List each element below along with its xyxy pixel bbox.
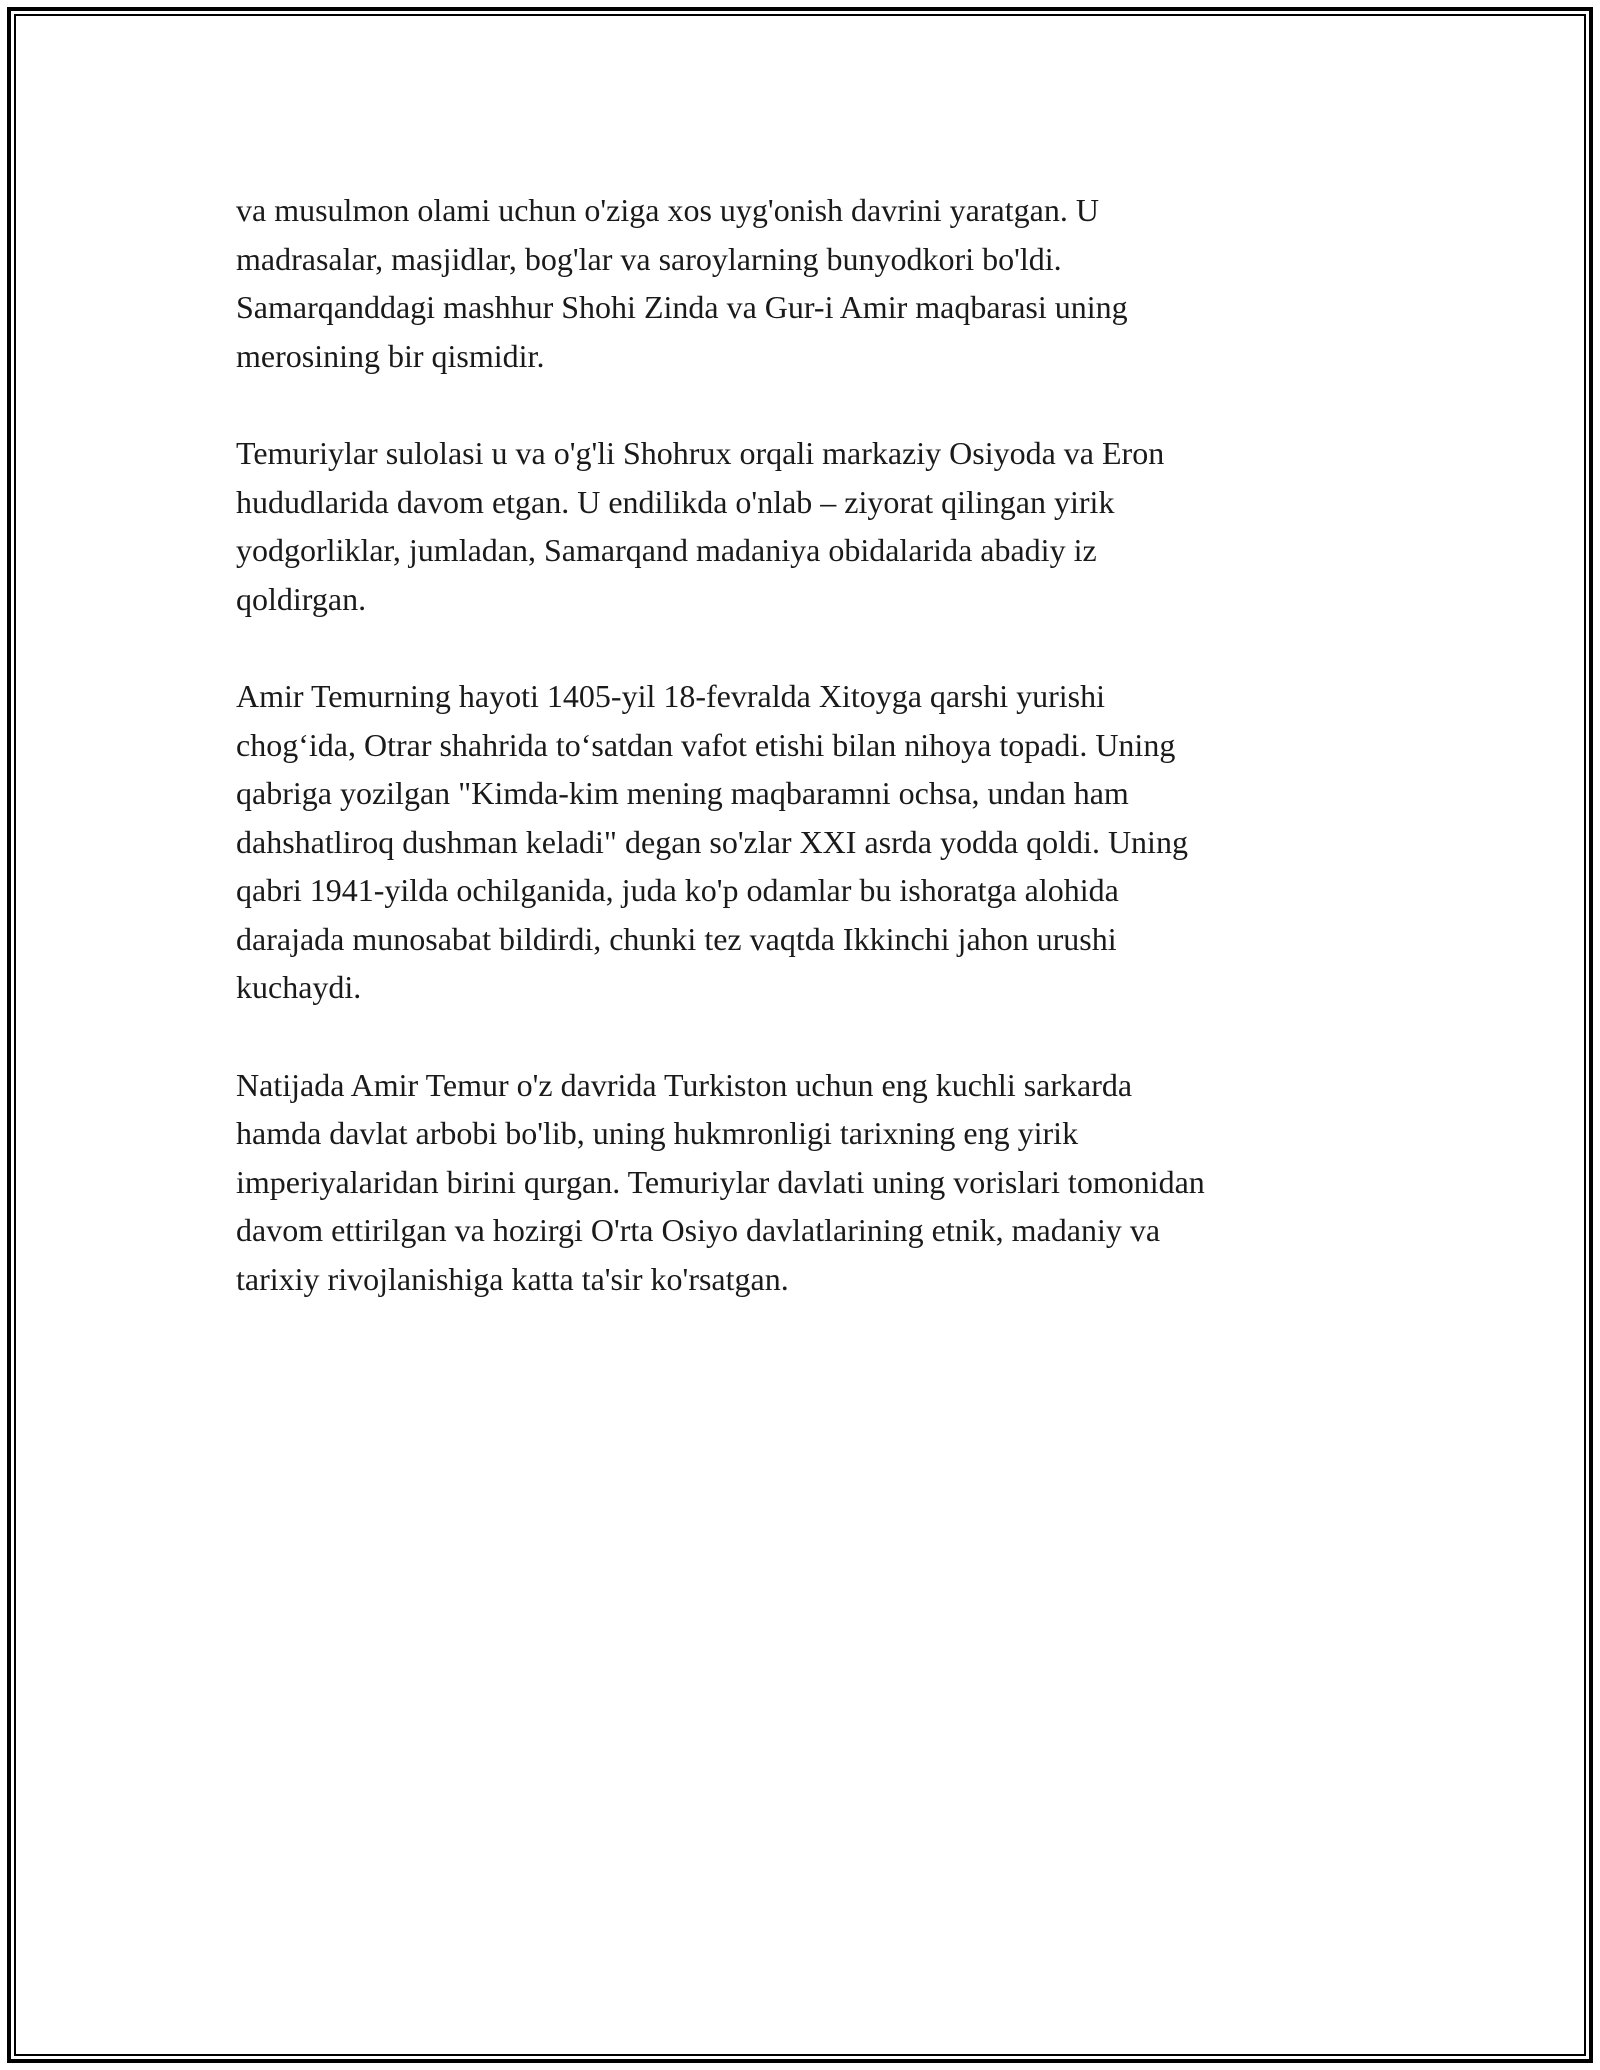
text-line: qoldirgan. [236,580,367,617]
text-line: davom ettirilgan va hozirgi O'rta Osiyo davlatlarining etnik, madaniy va [236,1212,1161,1248]
paragraph-1 [236,186,1366,380]
paragraph-2 [236,429,1366,623]
document-body [236,186,1366,1352]
text-line: hamda davlat arbobi bo'lib, uning hukmronligi tarixning eng yirik [236,1115,1079,1151]
text-line: Amir Temurning hayoti 1405-yil 18-fevralda Xitoyga qarshi yurishi [236,678,1105,714]
text-line: va musulmon olami uchun o'ziga xos uyg'onish davrini yaratgan. U [236,192,1099,228]
paragraph-4 [236,1061,1366,1304]
text-line: Samarqanddagi mashhur Shohi Zinda va Gur-i Amir maqbarasi uning [236,289,1128,325]
text-line: darajada munosabat bildirdi, chunki tez vaqtda Ikkinchi jahon urushi [236,920,1117,957]
text-line: dahshatliroq dushman keladi" degan so'zlar XXI asrda yodda qoldi. Uning [236,823,1188,860]
text-line: tarixiy rivojlanishiga katta ta'sir ko'rsatgan. [236,1260,789,1297]
text-line: yodgorliklar, jumladan, Samarqand madaniya obidalarida abadiy iz [236,532,1097,568]
text-line: Temuriylar sulolasi u va o'g'li Shohrux orqali markaziy Osiyoda va Eron [236,435,1165,471]
text-line: kuchaydi. [236,969,362,1005]
text-line: Natijada Amir Temur o'z davrida Turkiston uchun eng kuchli sarkarda [236,1066,1133,1103]
text-line: qabri 1941-yilda ochilganida, juda ko'p odamlar bu ishoratga alohida [236,872,1119,908]
text-line: merosining bir qismidir. [236,337,545,374]
text-line: madrasalar, masjidlar, bog'lar va saroylarning bunyodkori bo'ldi. [236,240,1062,277]
paragraph-3 [236,672,1366,1012]
text-line: chog‘ida, Otrar shahrida to‘satdan vafot etishi bilan nihoya topadi. Uning [236,726,1176,763]
text-line: imperiyalaridan birini qurgan. Temuriylar davlati uning vorislari tomonidan [236,1163,1205,1200]
text-line: qabriga yozilgan "Kimda-kim mening maqbaramni ochsa, undan ham [236,775,1129,811]
text-line: hududlarida davom etgan. U endilikda o'nlab – ziyorat qilingan yirik [236,483,1115,520]
